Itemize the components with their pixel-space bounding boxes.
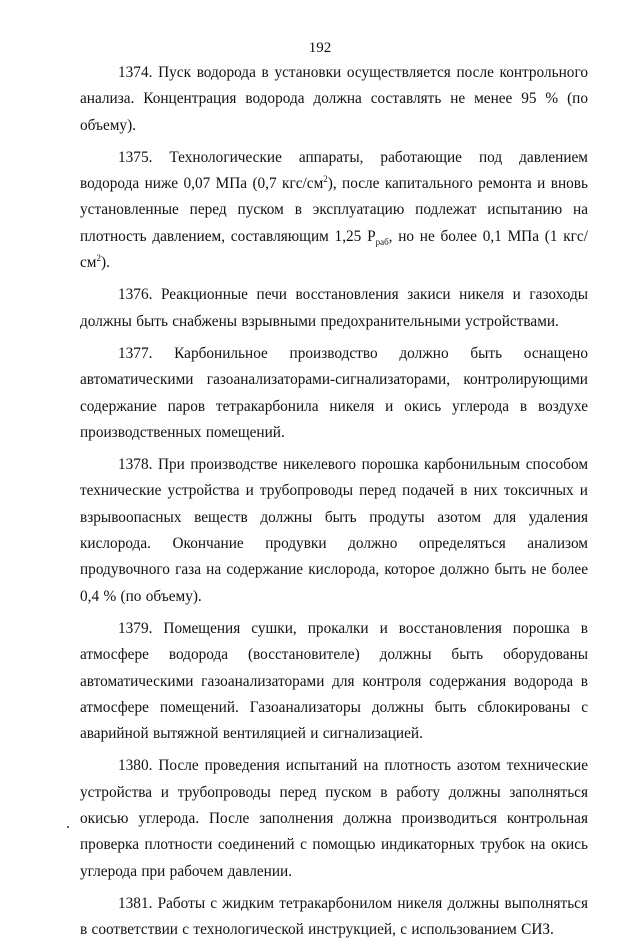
document-body xyxy=(80,60,588,950)
paragraph-1375-text-3: , но не более 0,1 МПа (1 кгс/см xyxy=(80,227,588,272)
paragraph-1379: 1379. Помещения сушки, прокалки и восстановления порошка в атмосфере водорода (восстановителе) должны быть оборудованы автоматическими газоанализаторами для контроля содержания водорода в атмосфере помещений. Газоанализаторы должны быть сблокированы с аварийной вытяжной вентиляцией и сигнализацией. xyxy=(80,619,588,743)
paragraph-1375 xyxy=(80,145,588,276)
paragraph-1375-text-1: 1375. Технологические аппараты, работающие под давлением водорода ниже 0,07 МПа (0,7 кгс/см xyxy=(80,148,588,193)
page-number: 192 xyxy=(308,40,332,56)
paragraph-1377: 1377. Карбонильное производство должно быть оснащено автоматическими газоанализаторами-сигнализаторами, контролирующими содержание паров тетракарбонила никеля и окись углерода в воздухе производственных помещений. xyxy=(80,344,588,441)
superscript-squared: 2 xyxy=(323,174,328,185)
paragraph-1378: 1378. При производстве никелевого порошка карбонильным способом технические устройства и трубопроводы перед подачей в них токсичных и взрывоопасных веществ должны быть продуты азотом для удаления кислорода. Окончание продувки должно определяться анализом продувочного газа на содержание кислорода, которое должно быть не более 0,4 % (по объему). xyxy=(80,456,588,605)
subscript-working: раб xyxy=(375,236,389,247)
paragraph-1381: 1381. Работы с жидким тетракарбонилом никеля должны выполняться в соответствии с технологической инструкцией, с использованием СИЗ. xyxy=(80,894,588,939)
scan-speck xyxy=(67,826,69,828)
paragraph-1374: 1374. Пуск водорода в установки осуществляется после контрольного анализа. Концентрация водорода должна составлять не менее 95 % (по объему). xyxy=(80,64,588,134)
paragraph-1375-text-2: ), после капитального ремонта и вновь установленные перед пуском в эксплуатацию подлежат испытанию на плотность давлением, составляющим 1,25 Р xyxy=(80,175,588,245)
paragraph-1375-text-4: ). xyxy=(100,254,110,272)
superscript-squared: 2 xyxy=(96,252,101,263)
paragraph-1380: 1380. После проведения испытаний на плотность азотом технические устройства и трубопроводы перед пуском в работу должны заполняться окисью углерода. После заполнения должна производиться контрольная проверка плотности соединений с помощью индикаторных трубок на окись углерода при рабочем давлении. xyxy=(80,757,588,880)
paragraph-1376: 1376. Реакционные печи восстановления закиси никеля и газоходы должны быть снабжены взрывными предохранительными устройствами. xyxy=(80,286,588,330)
